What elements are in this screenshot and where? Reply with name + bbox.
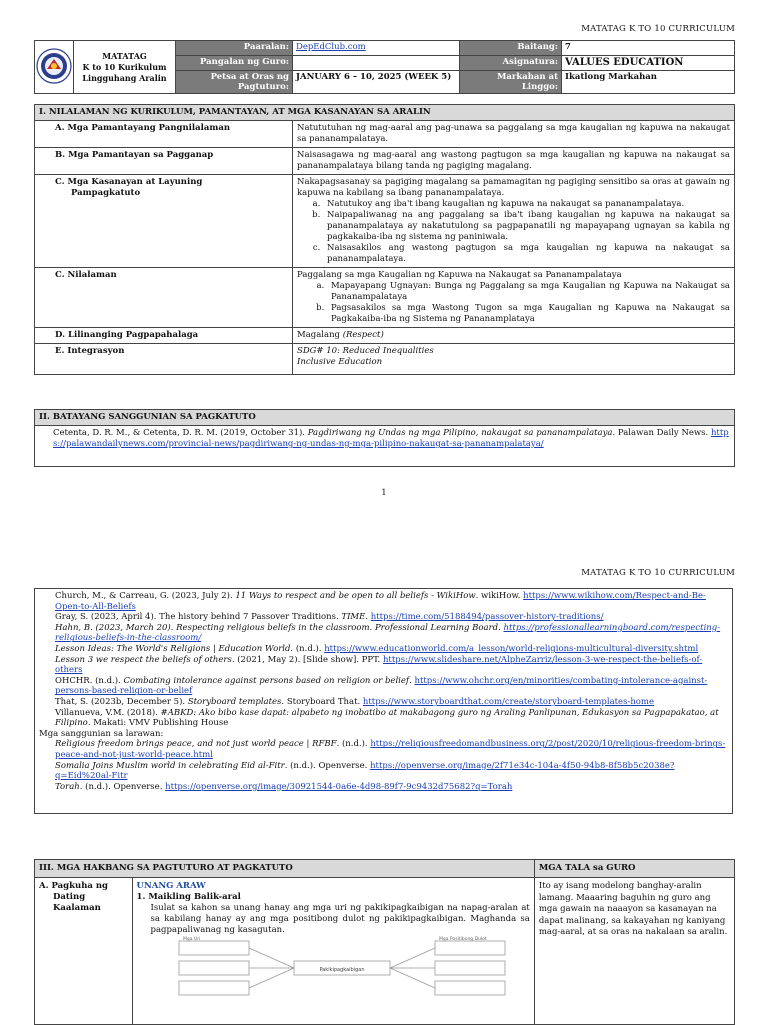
ref-source: . wikiHow.	[475, 591, 524, 601]
lesson-title	[74, 41, 176, 94]
markahan-value: Ikatlong Markahan	[562, 71, 735, 94]
ref-link[interactable]: https://time.com/5188494/passover-history-traditions/	[370, 612, 604, 623]
ref-link[interactable]: https://www.educationworld.com/a_lesson/world-religions-multicultural-diversity.shtml	[324, 643, 699, 654]
value-text-english: (Respect)	[342, 330, 384, 340]
left-box	[179, 981, 249, 995]
petsa-value: JANUARY 6 – 10, 2025 (WEEK 5)	[293, 71, 460, 94]
row-c-label-line2: Pampagkatuto	[71, 188, 141, 198]
row-a-label-line3: Kaalaman	[53, 903, 101, 913]
row-f-label: E. Integrasyon	[35, 344, 293, 375]
reference-item	[39, 644, 728, 655]
list-item: c. Naisasakilos ang wastong pagtugon sa mga kaugalian ng kapuwa na nakaugat sa pananampalataya.	[323, 243, 730, 265]
reference-item	[39, 697, 728, 708]
image-reference-item	[39, 782, 728, 793]
logo-cell	[35, 41, 74, 94]
page-number: 1	[381, 488, 387, 498]
row-a-label: A. Mga Pamantayang Pangnilalaman	[35, 121, 293, 148]
ref-title: Hahn, B. (2023, March 20). Respecting religious beliefs in the classroom. Professional Learning Board.	[55, 622, 501, 633]
image-reference-item	[39, 739, 728, 760]
ref-source: . Storyboard That.	[281, 696, 363, 707]
row-c-label	[35, 175, 293, 268]
paaralan-label: Paaralan:	[176, 41, 293, 56]
ref-title: Torah	[55, 781, 80, 792]
ref-text: OHCHR. (n.d.).	[55, 675, 124, 686]
row-e-content	[293, 328, 735, 344]
ref-link[interactable]: https://professionallearningboard.com/respecting-religious-beliefs-in-the-classroom/	[55, 622, 721, 644]
ref-title: Lesson Ideas: The World's Religions | Education World	[55, 643, 291, 654]
images-heading: Mga sanggunian sa larawan:	[39, 728, 164, 739]
reference-item	[39, 655, 728, 676]
ref-link[interactable]: https://www.wikihow.com/Respect-and-Be-Open-to-All-Beliefs	[55, 591, 706, 612]
ref-text: Gray, S. (2023, April 4). The history behind 7 Passover Traditions.	[55, 612, 342, 623]
right-connectors	[390, 948, 435, 988]
left-connectors	[249, 948, 294, 988]
ref-title: Lesson 3 we respect the beliefs of others	[55, 654, 232, 665]
left-box	[179, 941, 249, 955]
lesson-header-table	[34, 40, 735, 94]
ref-source: . Makati: VMV Publishing House	[87, 718, 229, 729]
reference-item	[39, 708, 728, 729]
reference-item	[39, 612, 728, 623]
row-a-text: Natututuhan ng mag-aaral ang pag-unawa sa paggalang sa mga kaugalian ng kapuwa na nakaugat sa pananampalataya.	[293, 121, 735, 148]
row-a-label-line1: A. Pagkuha ng	[39, 881, 108, 891]
diagram-center-label: Pakikipagkaibigan	[319, 967, 365, 973]
ref-source: . (n.d.).	[290, 643, 325, 654]
list-item: b. Pagsasakilos sa mga Wastong Tugon sa mga Kaugalian ng Kapuwa na Nakaugat sa Pagkakaiba-iba ng Sistema ng Pananamplataya	[327, 303, 730, 325]
title-kurikulum: K to 10 Kurikulum	[82, 61, 167, 72]
reference-item	[39, 591, 728, 612]
left-box	[179, 961, 249, 975]
ref-title: Religious freedom brings peace, and not just world peace | RFBF	[55, 739, 337, 750]
baitang-value: 7	[562, 41, 735, 56]
markahan-label: Markahan at Linggo:	[460, 71, 562, 94]
ref-source: . (n.d.). Openverse.	[79, 781, 166, 792]
ref-text: Villanueva, V.M. (2018).	[55, 707, 161, 718]
friendship-diagram	[179, 937, 519, 1009]
step-heading: 1. Maikling Balik-aral	[136, 892, 241, 902]
right-box	[435, 981, 505, 995]
right-box	[435, 961, 505, 975]
row-b-text: Naisasagawa ng mag-aaral ang wastong pagtugon sa mga kaugalian ng kapuwa na nakaugat sa pananampalataya bilang tanda ng pagiging magalang.	[293, 148, 735, 175]
row-d-label: C. Nilalaman	[35, 268, 293, 328]
ref-link[interactable]: https://openverse.org/image/2f71e34c-104a-4f50-94b8-8f58b5c2038e?q=Eid%20al-Fitr	[55, 760, 675, 782]
section-1-table	[34, 104, 735, 375]
row-f-content	[293, 344, 735, 375]
instruction-text: Isulat sa kahon sa unang hanay ang mga uri ng pakikipagkaibigan na napag-aralan at sa kabilang hanay ay ang mga positibong dulot ng pakikipagkaibigan. Maghanda sa pagpapaliwanag ng kasagutan.	[150, 903, 530, 935]
row-a-label-line2: Dating	[53, 892, 86, 902]
references-box	[34, 588, 733, 814]
right-box	[435, 941, 505, 955]
section-2-heading: II. BATAYANG SANGGUNIAN SA PAGKATUTO	[35, 410, 735, 426]
section-3-heading: III. MGA HAKBANG SA PAGTUTURO AT PAGKATUTO	[35, 860, 535, 878]
ref-link[interactable]: https://www.ohchr.org/en/minorities/combating-intolerance-against-persons-based-religion-or-belief	[55, 675, 708, 697]
page-gap	[0, 505, 768, 555]
baitang-label: Baitang:	[460, 41, 562, 56]
asignatura-value: VALUES EDUCATION	[562, 56, 735, 71]
day-heading: UNANG ARAW	[136, 881, 206, 891]
ref-link[interactable]: https://www.slideshare.net/AlpheZarriz/lesson-3-we-respect-the-beliefs-of-others	[55, 654, 703, 676]
ref-text: Church, M., & Carreau, G. (2023, July 2).	[55, 591, 236, 601]
ref-source: . Palawan Daily News.	[612, 428, 711, 438]
ref-text: That, S. (2023b, December 5).	[55, 696, 188, 707]
ref-title: 11 Ways to respect and be open to all beliefs - WikiHow	[235, 591, 476, 601]
ref-link[interactable]: https://openverse.org/image/30921544-0a6e-4d98-89f7-9c9432d75682?q=Torah	[165, 781, 513, 792]
running-header: MATATAG K TO 10 CURRICULUM	[581, 568, 735, 578]
list-item: a. Natutukoy ang iba't ibang kaugalian ng kapuwa na nakaugat sa pananampalataya.	[323, 199, 730, 210]
paaralan-value	[293, 41, 460, 56]
ref-source: . (n.d.).	[336, 739, 371, 750]
row-b-label: B. Mga Pamantayan sa Pagganap	[35, 148, 293, 175]
document-page-1	[0, 0, 768, 505]
ref-link[interactable]: https://www.storyboardthat.com/create/storyboard-templates-home	[362, 696, 655, 707]
row-a-label	[35, 878, 133, 1025]
list-item: b. Naipapaliwanag na ang paggalang sa iba't ibang kaugalian ng kapuwa na nakaugat sa pananampalataya ay nakatutulong sa pagpapanatili ng mapayapang ugnayan sa kabila ng pagkakaiba-iba ng sistema ng paniniwala.	[323, 210, 730, 243]
ref-title: Combating intolerance against persons based on religion or belief	[123, 675, 410, 686]
row-c-label-line1: C. Mga Kasanayan at Layuning	[55, 177, 203, 187]
diagram-left-label: Mga Uri	[182, 937, 200, 942]
petsa-label: Petsa at Oras ng Pagtuturo:	[176, 71, 293, 94]
title-lingguhang-aralin: Lingguhang Aralin	[82, 72, 167, 83]
sdg-text: SDG# 10: Reduced Inequalities	[297, 346, 434, 356]
ref-link[interactable]: https://palawandailynews.com/provincial-news/pagdiriwang-ng-undas-ng-mga-pilipino-nakaugat-sa-pananampalataya/	[53, 428, 729, 449]
guro-value	[293, 56, 460, 71]
row-c-intro: Nakapagsasanay sa pagiging magalang sa pamamagitan ng pagiging sensitibo sa oras at gawain ng kapuwa na kabilang sa ibang pananampalataya.	[297, 177, 730, 198]
inclusive-text: Inclusive Education	[297, 357, 383, 367]
ref-title: TIME	[341, 612, 366, 623]
row-d-content	[293, 268, 735, 328]
row-d-intro: Paggalang sa mga Kaugalian ng Kapuwa na Nakaugat sa Pananampalataya	[297, 270, 622, 280]
row-e-label: D. Lilinanging Pagpapahalaga	[35, 328, 293, 344]
row-d-list	[297, 281, 730, 325]
section-3-table	[34, 859, 735, 1025]
school-link[interactable]: DepEdClub.com	[296, 42, 366, 52]
diagram-right-label: Mga Positibong Dulot	[438, 937, 487, 942]
list-item: a. Mapayapang Ugnayan: Bunga ng Paggalang sa mga Kaugalian ng Kapuwa na Nakaugat sa Pananampalataya	[327, 281, 730, 303]
section-2-table	[34, 409, 735, 467]
notes-text: Ito ay isang modelong banghay-aralin lamang. Maaaring baguhin ng guro ang mga gawain na naaayon sa kasanayan na dapat malinang, sa kakayahan ng kaniyang mag-aaral, at sa oras na nakalaan sa aralin.	[534, 878, 734, 1025]
ref-source: . (n.d.). Openverse.	[284, 760, 371, 771]
section-2-reference	[35, 426, 735, 467]
ref-title: Somalia Joins Muslim world in celebrating Eid al-Fitr	[55, 760, 285, 771]
image-reference-item	[39, 761, 728, 782]
row-a-content	[132, 878, 534, 1025]
section-1-heading: I. NILALAMAN NG KURIKULUM, PAMANTAYAN, AT MGA KASANAYAN SA ARALIN	[35, 105, 735, 121]
title-matatag: MATATAG	[102, 50, 147, 61]
ref-source: .	[409, 675, 415, 686]
reference-item	[39, 623, 728, 644]
deped-seal-icon	[36, 48, 72, 84]
row-c-content	[293, 175, 735, 268]
running-header: MATATAG K TO 10 CURRICULUM	[581, 24, 735, 34]
guro-label: Pangalan ng Guro:	[176, 56, 293, 71]
notes-heading: MGA TALA sa GURO	[534, 860, 734, 878]
document-page-2	[0, 555, 768, 1024]
ref-link[interactable]: https://religiousfreedomandbusiness.org/2/post/2020/10/religious-freedom-brings-peace-and-not-just-world-peace.html	[55, 739, 726, 760]
value-text: Magalang	[297, 330, 343, 340]
ref-title: Pagdiriwang ng Undas ng mga Pilipino, nakaugat sa pananampalataya	[307, 428, 613, 438]
ref-source: .	[365, 612, 371, 623]
row-c-list	[297, 199, 730, 265]
ref-title: Storyboard templates	[187, 696, 282, 707]
ref-source: . (2021, May 2). [Slide show]. PPT.	[231, 654, 383, 665]
ref-text: Cetenta, D. R. M., & Cetenta, D. R. M. (2019, October 31).	[53, 428, 308, 438]
asignatura-label: Asignatura:	[460, 56, 562, 71]
reference-item	[39, 676, 728, 697]
ref-title: #ABKD: Ako bibo kase dapat: alpabeto ng inobatibo at makabagong guro ng Araling Panlipunan, Edukasyon sa Pagpapakatao, at Filipino	[55, 707, 719, 729]
